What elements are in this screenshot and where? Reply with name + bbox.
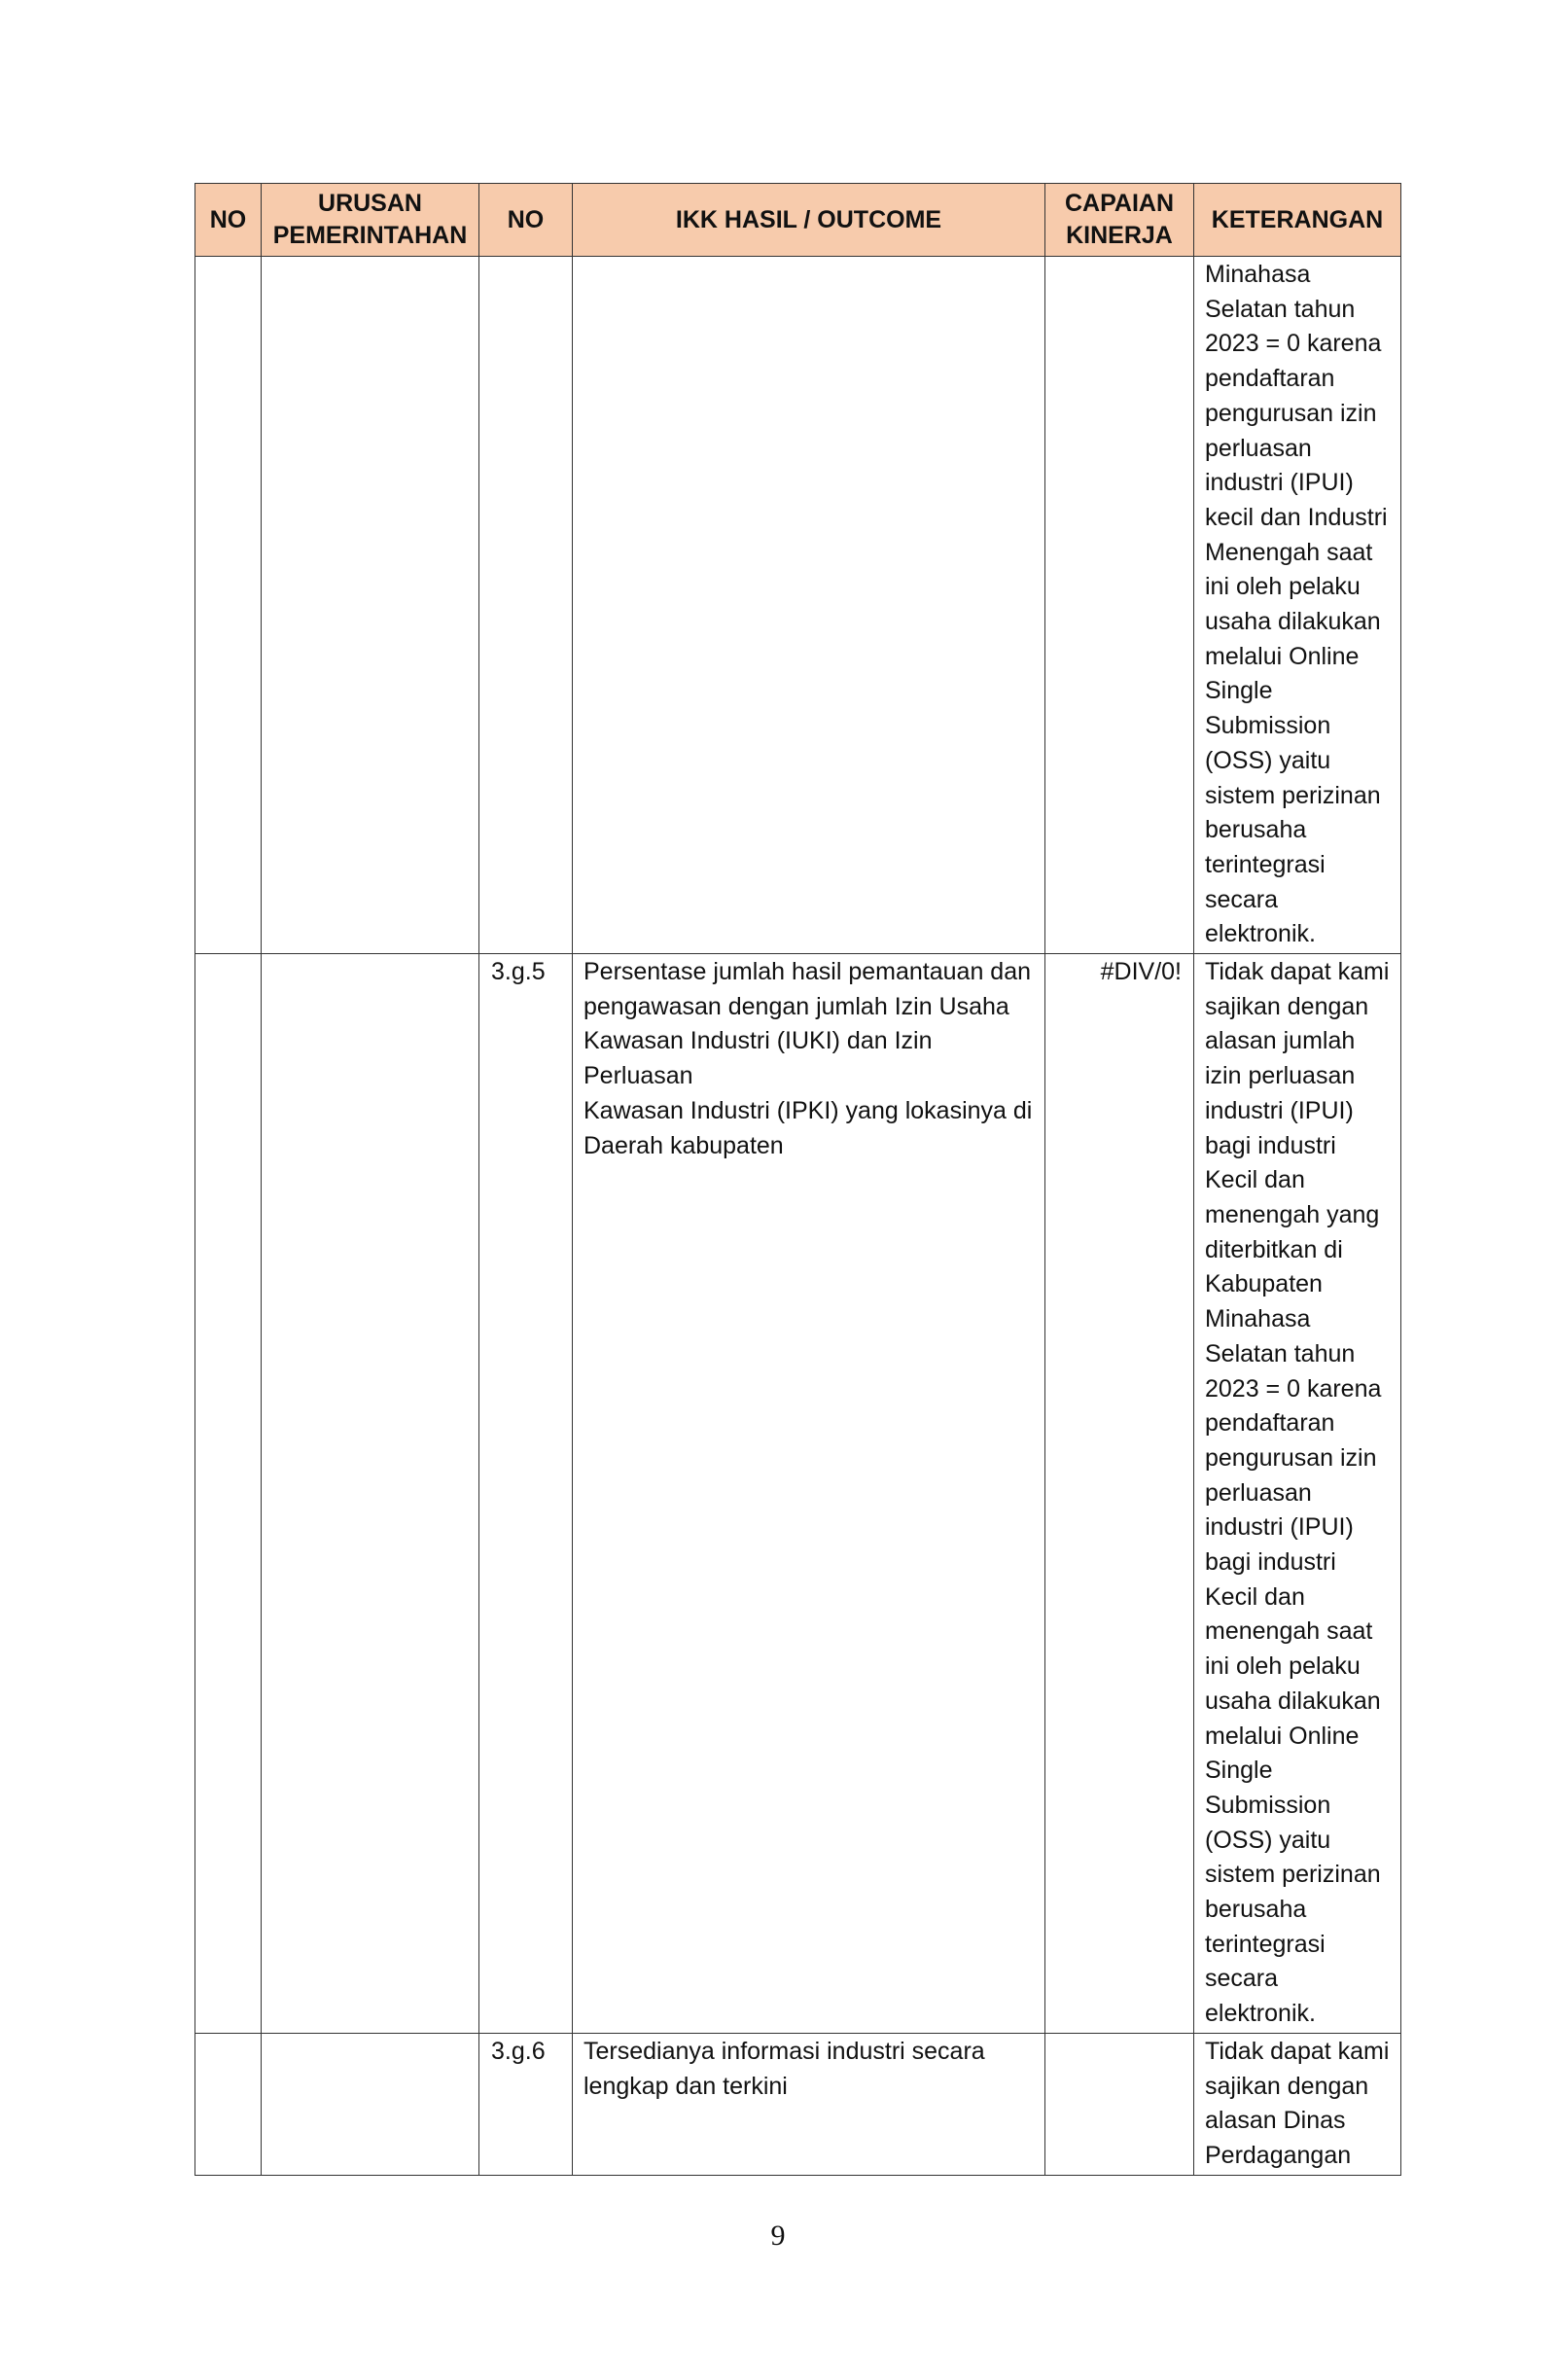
table-row [195, 954, 1401, 2034]
table-row [195, 2033, 1401, 2175]
cell-capaian [1045, 2033, 1194, 2175]
header-sub-no: NO [479, 184, 573, 257]
cell-sub-no: 3.g.6 [479, 2033, 573, 2175]
cell-no [195, 2033, 262, 2175]
cell-urusan [262, 954, 479, 2034]
cell-ikk: Persentase jumlah hasil pemantauan dan pengawasan dengan jumlah Izin Usaha Kawasan Industri (IUKI) dan Izin Perluasan Kawasan Industri (IPKI) yang lokasinya di Daerah kabupaten [573, 954, 1045, 2034]
cell-capaian [1045, 257, 1194, 954]
cell-keterangan: Tidak dapat kami sajikan dengan alasan Dinas Perdagangan [1194, 2033, 1401, 2175]
header-no: NO [195, 184, 262, 257]
header-urusan-pemerintahan: URUSAN PEMERINTAHAN [262, 184, 479, 257]
page-number: 9 [770, 2220, 786, 2252]
table-header-row [195, 184, 1401, 257]
header-ikk-hasil-outcome: IKK HASIL / OUTCOME [573, 184, 1045, 257]
cell-sub-no [479, 257, 573, 954]
cell-urusan [262, 257, 479, 954]
cell-no [195, 257, 262, 954]
table-row [195, 257, 1401, 954]
cell-keterangan: Minahasa Selatan tahun 2023 = 0 karena pendaftaran pengurusan izin perluasan industri (IPUI) kecil dan Industri Menengah saat ini oleh pelaku usaha dilakukan melalui Online Single Submission (OSS) yaitu sistem perizinan berusaha terintegrasi secara elektronik. [1194, 257, 1401, 954]
ikk-table [194, 183, 1401, 2176]
cell-urusan [262, 2033, 479, 2175]
cell-capaian: #DIV/0! [1045, 954, 1194, 2034]
cell-ikk [573, 257, 1045, 954]
cell-no [195, 954, 262, 2034]
header-keterangan: KETERANGAN [1194, 184, 1401, 257]
cell-keterangan: Tidak dapat kami sajikan dengan alasan jumlah izin perluasan industri (IPUI) bagi industri Kecil dan menengah yang diterbitkan di Kabupaten Minahasa Selatan tahun 2023 = 0 karena pendaftaran pengurusan izin perluasan industri (IPUI) bagi industri Kecil dan menengah saat ini oleh pelaku usaha dilakukan melalui Online Single Submission (OSS) yaitu sistem perizinan berusaha terintegrasi secara elektronik. [1194, 954, 1401, 2034]
cell-ikk: Tersedianya informasi industri secara lengkap dan terkini [573, 2033, 1045, 2175]
header-capaian-kinerja: CAPAIAN KINERJA [1045, 184, 1194, 257]
cell-sub-no: 3.g.5 [479, 954, 573, 2034]
